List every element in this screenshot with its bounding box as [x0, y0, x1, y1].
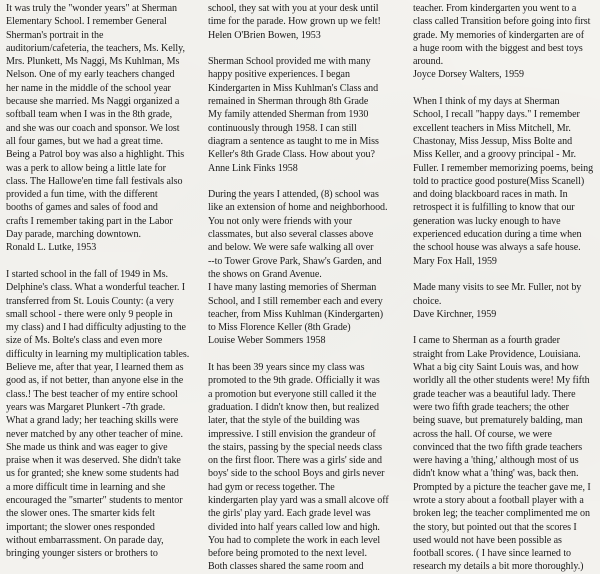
- paragraph-gap: [208, 42, 401, 55]
- memory-text-walters: It has been 39 years since my class was promoted to the 9th grade. Officially it was a promotion but everyone still called it the graduation. I didn't know then, but realized later, that the style of the building was impressive. I still envision the grandeur of the stairs, passing by the special needs class on the first floor. There was a girls' side and boys' side to the school Boys and girls never had gym or recess together. The kindergarten play yard was a small alcove off the girls' play yard. Each grade level was divided into half years called low and high. You had to complete the work in each level before being promoted to the next level. Both classes shared the same room and: [208, 362, 389, 573]
- memory-text-finks: Sherman School provided me with many happy positive experiences. I began Kindergarten in Miss Kuhlman's Class and remained in Sherman through 8th Grade My family attended Sherman from 1930 continuously through 1958. I can still diagram a sentence as taught to me in Miss Keller's 8th Grade Class. How about you?: [208, 56, 379, 161]
- memory-text-bowen: I started school in the fall of 1949 in Ms. Delphine's class. What a wonderful teacher. I transferred from St. Louis County: (a very small school - there were only 9 people in my class) and I had difficulty adjusting to the size of Ms. Bolte's class and even more difficulty in learning my multiplication tables. Believe me, after that year, I learned them as good as, if not better, than anyone else in the class.! The best teacher of my entire school years was Margaret Plunkert -7th grade. What a grand lady; her teaching skills were never matched by any other teacher of mine. She made us think and was eager to give praise when it was deserved. She didn't take us for granted; she knew some students had a more difficult time in learning and she encouraged the "smarter" students to mentor the slower ones. The smarter kids felt important; the slower ones responded without embarrassment. On parade day, bringing younger sisters or brothers to: [6, 268, 190, 560]
- memory-text-hall: When I think of my days at Sherman School, I recall "happy days." I remember excellent teachers in Miss Mitchell, Mr. Chastonay, Miss Jessup, Miss Bolte and Miss Keller, and a groovy principal - Mr. Fuller. I remember memorizing poems, being told to practice good posture(Miss Scanell) and doing blackboard races in math. In retrospect it is fulfilling to know that our generation was lucky enough to have experienced education during a time when the school house was always a safe house.: [413, 96, 594, 254]
- paragraph-gap: [208, 348, 401, 361]
- memory-author-kirchner: Dave Kirchner, 1959: [413, 308, 497, 320]
- memory-text-lutke: It was truly the "wonder years" at Sherman Elementary School. I remember General Sherman's portrait in the auditorium/cafeteria, the teachers, Ms. Kelly, Mrs. Plunkett, Ms Naggi, Ms Kuhlman, Ms Nelson. One of my early teachers changed her name in the middle of the school year because she married. Ms Naggi organized a softball team when I was in the 8th grade, and she was our coach and sponsor. We lost all four games, but we had a great time. Being a Patrol boy was also a highlight. This was a perk to allow being a little late for class. The Hallowe'en time fall festivals also provided a fun time, with the different booths of games and sales of food and crafts I remember taking part in the Labor Day parade, marching downtown.: [6, 3, 185, 241]
- memory-author-finks: Anne Link Finks 1958: [208, 162, 298, 174]
- memory-text-sommers: During the years I attended, (8) school was like an extension of home and neighborhood. You not only were friends with your classmates, but also several classes above and below. We were safe walking all over --to Tower Grove Park, Shaw's Garden, and the shows on Grand Avenue. I have many lasting memories of Sherman School, and I still remember each and every teacher, from Miss Kuhlman (Kindergarten) to Miss Florence Keller (8th Grade): [208, 189, 388, 334]
- paragraph-gap: [6, 255, 197, 268]
- paragraph-gap: [413, 321, 599, 334]
- memory-text-kirchner: Made many visits to see Mr. Fuller, not by choice.: [413, 282, 582, 307]
- memory-text-bowen-continued: school, they sat with you at your desk until time for the parade. How grown up we felt!: [208, 3, 381, 28]
- column-2: [208, 2, 401, 573]
- memory-author-lutke: Ronald L. Lutke, 1953: [6, 242, 97, 254]
- paragraph-gap: [413, 82, 599, 95]
- column-1: [6, 2, 197, 560]
- paragraph-gap: [208, 175, 401, 188]
- memory-author-hall: Mary Fox Hall, 1959: [413, 255, 497, 267]
- memory-author-bowen: Helen O'Brien Bowen, 1953: [208, 29, 321, 41]
- column-3: [413, 2, 599, 573]
- memory-author-walters: Joyce Dorsey Walters, 1959: [413, 69, 524, 81]
- memory-text-walters-continued: teacher. From kindergarten you went to a class called Transition before going into first grade. My memories of kindergarten are of a huge room with the biggest and best toys around.: [413, 3, 591, 68]
- memory-text-louisiana: I came to Sherman as a fourth grader straight from Lake Providence, Louisiana. What a big city Saint Louis was, and how worldly all the other students were! My fifth grade teacher was a beautiful lady. There were two fifth grade teachers; the other being suave, but prematurely balding, man across the hall. Of course, we were convinced that the two fifth grade teachers were having a 'thing,' although most of us didn't know what a 'thing' was, back then. Prompted by a picture the teacher gave me, I wrote a story about a football player with a broken leg; the teacher complimented me on the story, but pointed out that the scores I used would not have been possible as football scores. ( I have since learned to research my details a bit more thoroughly.): [413, 335, 591, 573]
- paragraph-gap: [413, 268, 599, 281]
- memory-author-sommers: Louise Weber Sommers 1958: [208, 335, 326, 347]
